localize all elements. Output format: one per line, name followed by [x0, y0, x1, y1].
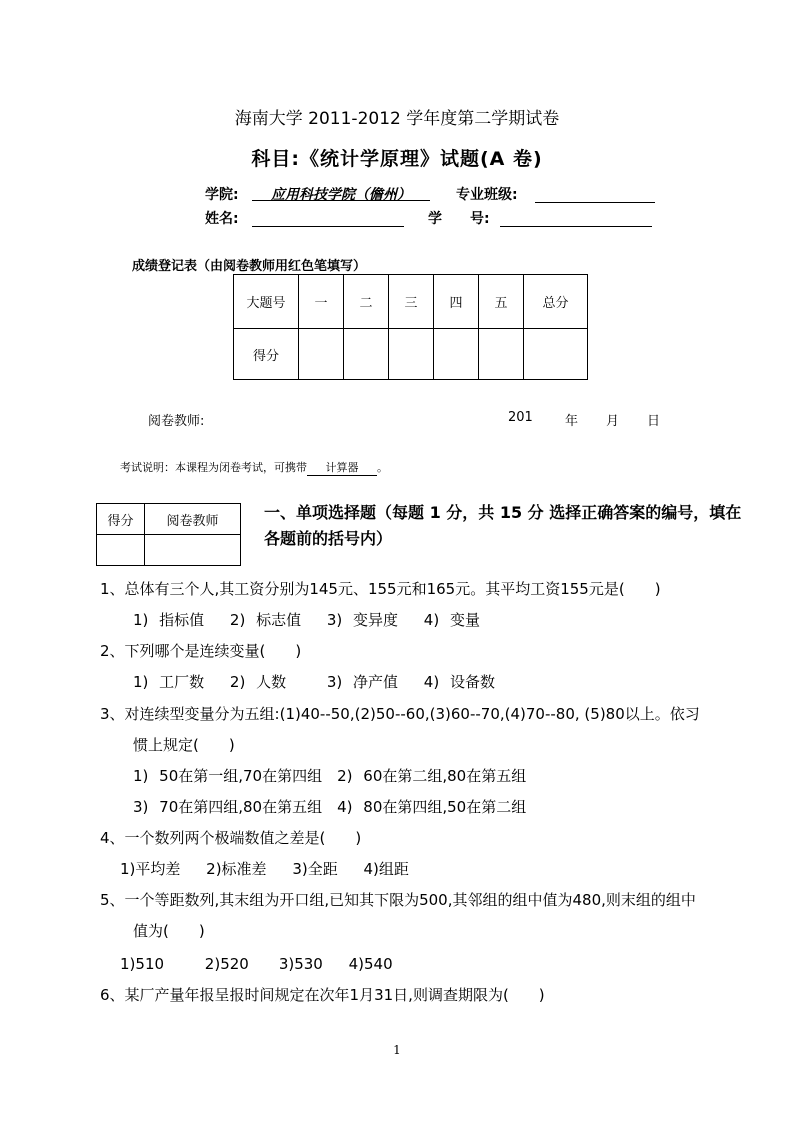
question-5-continuation: 值为( )	[133, 922, 205, 940]
name-field[interactable]	[252, 208, 404, 227]
grader-label: 阅卷教师:	[148, 414, 205, 429]
question-4-options: 1)平均差 2)标准差 3)全距 4)组距	[120, 860, 409, 878]
score-box-grader-header: 阅卷教师	[145, 504, 241, 535]
grade-row-label: 得分	[234, 329, 299, 380]
section-score-box	[96, 503, 241, 566]
question-1: 1、总体有三个人,其工资分别为145元、155元和165元。其平均工资155元是( )	[100, 580, 661, 598]
grade-cell[interactable]	[389, 329, 434, 380]
question-3: 3、对连续型变量分为五组:(1)40--50,(2)50--60,(3)60--70,(4)70--80, (5)80以上。依习	[100, 705, 700, 723]
grade-header-cell: 一	[299, 275, 344, 329]
grade-cell[interactable]	[299, 329, 344, 380]
name-label: 姓名:	[205, 211, 239, 227]
grade-header-cell: 三	[389, 275, 434, 329]
score-box-grader-cell[interactable]	[145, 535, 241, 566]
question-2-options: 1) 工厂数 2) 人数 3) 净产值 4) 设备数	[133, 673, 495, 691]
college-value: 应用科技学院（儋州）	[252, 184, 430, 201]
grade-header-cell: 五	[479, 275, 524, 329]
grade-header-cell: 大题号	[234, 275, 299, 329]
exam-note-prefix: 考试说明：本课程为闭卷考试，可携带	[120, 461, 307, 474]
grade-header-cell: 四	[434, 275, 479, 329]
exam-note-tool: 计算器	[307, 459, 377, 476]
section-1-title: 一、单项选择题（每题 1 分，共 15 分 选择正确答案的编号，填在各题前的括号内）	[264, 503, 742, 548]
score-box-score-cell[interactable]	[97, 535, 145, 566]
grade-record-table	[233, 274, 588, 380]
exam-note	[120, 459, 388, 476]
student-id-field[interactable]	[500, 208, 652, 227]
grade-record-caption: 成绩登记表（由阅卷教师用红色笔填写）	[132, 259, 367, 274]
date-year-unit: 年	[565, 414, 579, 429]
class-label: 专业班级:	[456, 187, 518, 203]
score-box-score-header: 得分	[97, 504, 145, 535]
question-2: 2、下列哪个是连续变量( )	[100, 642, 302, 660]
grade-cell[interactable]	[524, 329, 588, 380]
grade-cell[interactable]	[344, 329, 389, 380]
exam-title: 海南大学 2011-2012 学年度第二学期试卷	[234, 109, 560, 129]
date-month-unit: 月	[606, 414, 620, 429]
page-number: 1	[393, 1043, 401, 1057]
grade-header-cell: 二	[344, 275, 389, 329]
exam-subject: 科目:《统计学原理》试题(A 卷)	[251, 148, 543, 170]
student-id-label: 学 号:	[428, 211, 490, 227]
question-3-continuation: 惯上规定( )	[133, 736, 235, 754]
grade-header-cell: 总分	[524, 275, 588, 329]
grade-cell[interactable]	[434, 329, 479, 380]
question-4: 4、一个数列两个极端数值之差是( )	[100, 829, 362, 847]
question-5: 5、一个等距数列,其末组为开口组,已知其下限为500,其邻组的组中值为480,则末组的组中	[100, 891, 696, 909]
college-label: 学院:	[205, 187, 239, 203]
question-6: 6、某厂产量年报呈报时间规定在次年1月31日,则调查期限为( )	[100, 986, 545, 1004]
question-1-options: 1) 指标值 2) 标志值 3) 变异度 4) 变量	[133, 611, 480, 629]
exam-note-suffix: 。	[377, 461, 388, 474]
question-3-options: 3) 70在第四组,80在第五组 4) 80在第四组,50在第二组	[133, 798, 527, 816]
class-field[interactable]	[535, 184, 655, 203]
college-field	[252, 184, 430, 201]
date-day-unit: 日	[647, 414, 661, 429]
grade-cell[interactable]	[479, 329, 524, 380]
question-3-options: 1) 50在第一组,70在第四组 2) 60在第二组,80在第五组	[133, 767, 527, 785]
question-5-options: 1)510 2)520 3)530 4)540	[120, 955, 393, 973]
date-year: 201	[508, 410, 533, 425]
